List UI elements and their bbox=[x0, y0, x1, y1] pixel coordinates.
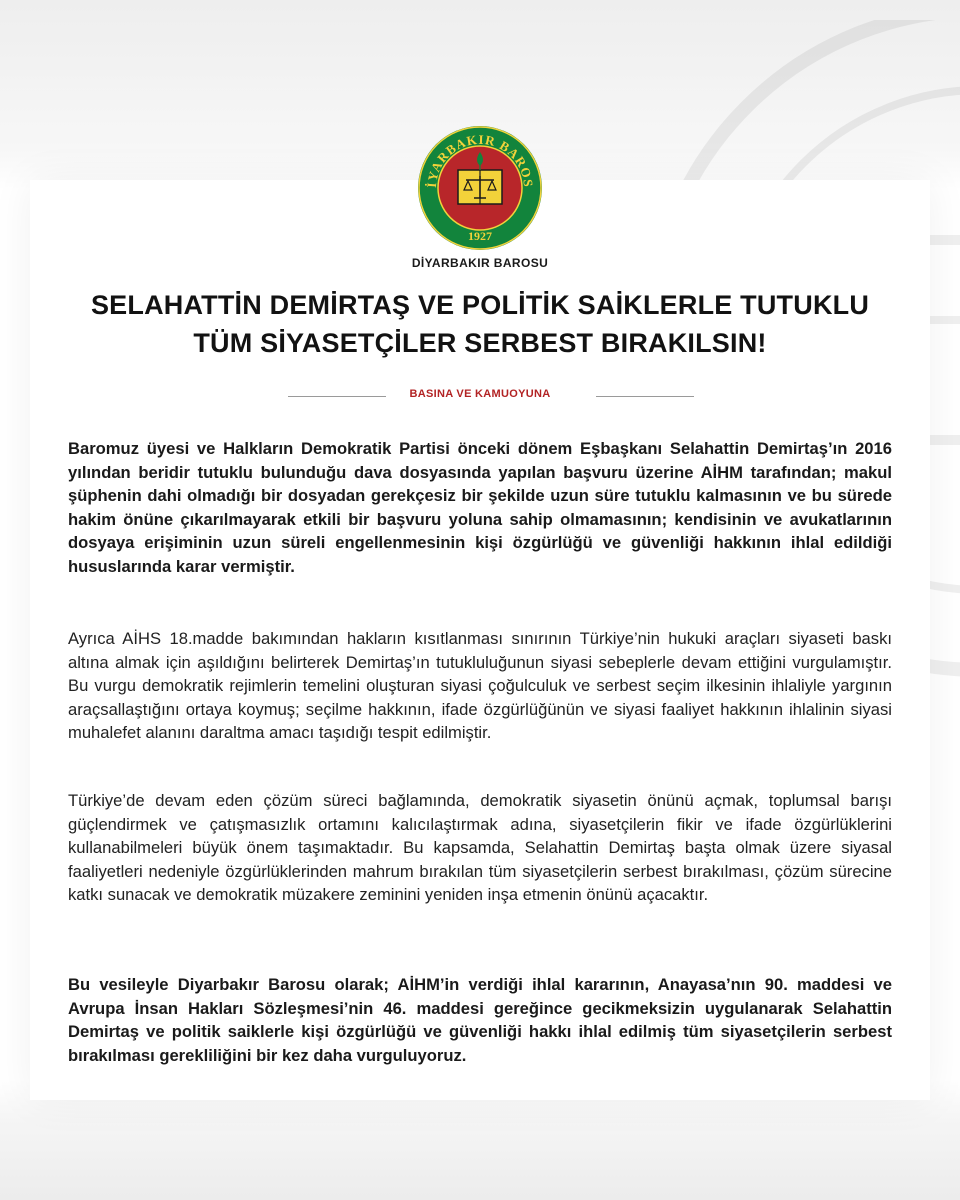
paragraph-1: Baromuz üyesi ve Halkların Demokratik Partisi önceki dönem Eşbaşkanı Selahattin Demirtaş’ın 2016 yılından beridir tutuklu bulunduğu dava dosyasında yapılan başvuru üzerine AİHM tarafından; makul şüphenin dahi olmadığı bir dosyadan gerekçesiz bir şekilde uzun süre tutuklu kalmasının ve bu sürede hakim önüne çıkarılmayarak etkili bir başvuru yoluna sahip olmamasının; kendisinin ve avukatlarının dosyaya erişiminin uzun süreli engellenmesinin kişi özgürlüğü ve güvenliği hakkının ihlal edildiği hususlarında karar vermiştir. bbox=[68, 439, 892, 576]
subtitle: BASINA VE KAMUOYUNA bbox=[409, 388, 551, 400]
subtitle-divider-right bbox=[596, 396, 694, 397]
paragraph-4: Bu vesileyle Diyarbakır Barosu olarak; AİHM’in verdiği ihlal kararının, Anayasa’nın 90. maddesi ve Avrupa İnsan Hakları Sözleşmesi’nin 46. maddesi gereğince gecikmeksizin uygulanarak Selahattin Demirtaş ve politik saiklerle kişi özgürlüğü ve güvenliği hakkı ihlal edilmiş tüm siyasetçilerin serbest bırakılması gerekliliğini bir kez daha vurguluyoruz. bbox=[68, 975, 892, 1065]
paragraph-3: Türkiye’de devam eden çözüm süreci bağlamında, demokratik siyasetin önünü açmak, toplumsal barışı güçlendirmek ve çatışmasızlık ortamını kalıcılaştırmak adına, siyasetçilerin fikir ve ifade özgürlüklerini kullanabilmeleri büyük önem taşımaktadır. Bu kapsamda, Selahattin Demirtaş başta olmak üzere siyasal faaliyetleri nedeniyle özgürlüklerinden mahrum bırakılan tüm siyasetçilerin serbest bırakılması, çözüm sürecine katkı sunacak ve demokratik müzakere zeminini yeniden inşa etmenin önünü açacaktır. bbox=[68, 791, 892, 905]
logo-ring-text: İYARBAKIR BAROS bbox=[423, 131, 537, 189]
subtitle-row bbox=[0, 386, 960, 406]
headline: SELAHATTİN DEMİRTAŞ VE POLİTİK SAİKLERLE TUTUKLU TÜM SİYASETÇİLER SERBEST BIRAKILSIN! bbox=[90, 290, 870, 358]
logo-year: 1927 bbox=[468, 229, 492, 243]
organization-name: DİYARBAKIR BAROSU bbox=[411, 256, 549, 270]
logo-seal bbox=[416, 124, 544, 252]
bar-association-logo bbox=[416, 124, 544, 252]
paragraph-2: Ayrıca AİHS 18.madde bakımından hakların kısıtlanması sınırının Türkiye’nin hukuki araçları siyaseti baskı altına almak için aşıldığını belirterek Demirtaş’ın tutukluluğunun siyasi sebeplerle devam ettiğini vurgulamıştır. Bu vurgu demokratik rejimlerin temelini oluşturan siyasi çoğulculuk ve serbest seçim ilkesinin ihlaliyle yargının araçsallaştığını ortaya koymuş; seçilme hakkının, ifade özgürlüğünün ve siyasi faaliyet hakkının ihlalinin siyasi muhalefet alanını daraltma amacı taşıdığı tespit edilmiştir. bbox=[68, 629, 892, 743]
